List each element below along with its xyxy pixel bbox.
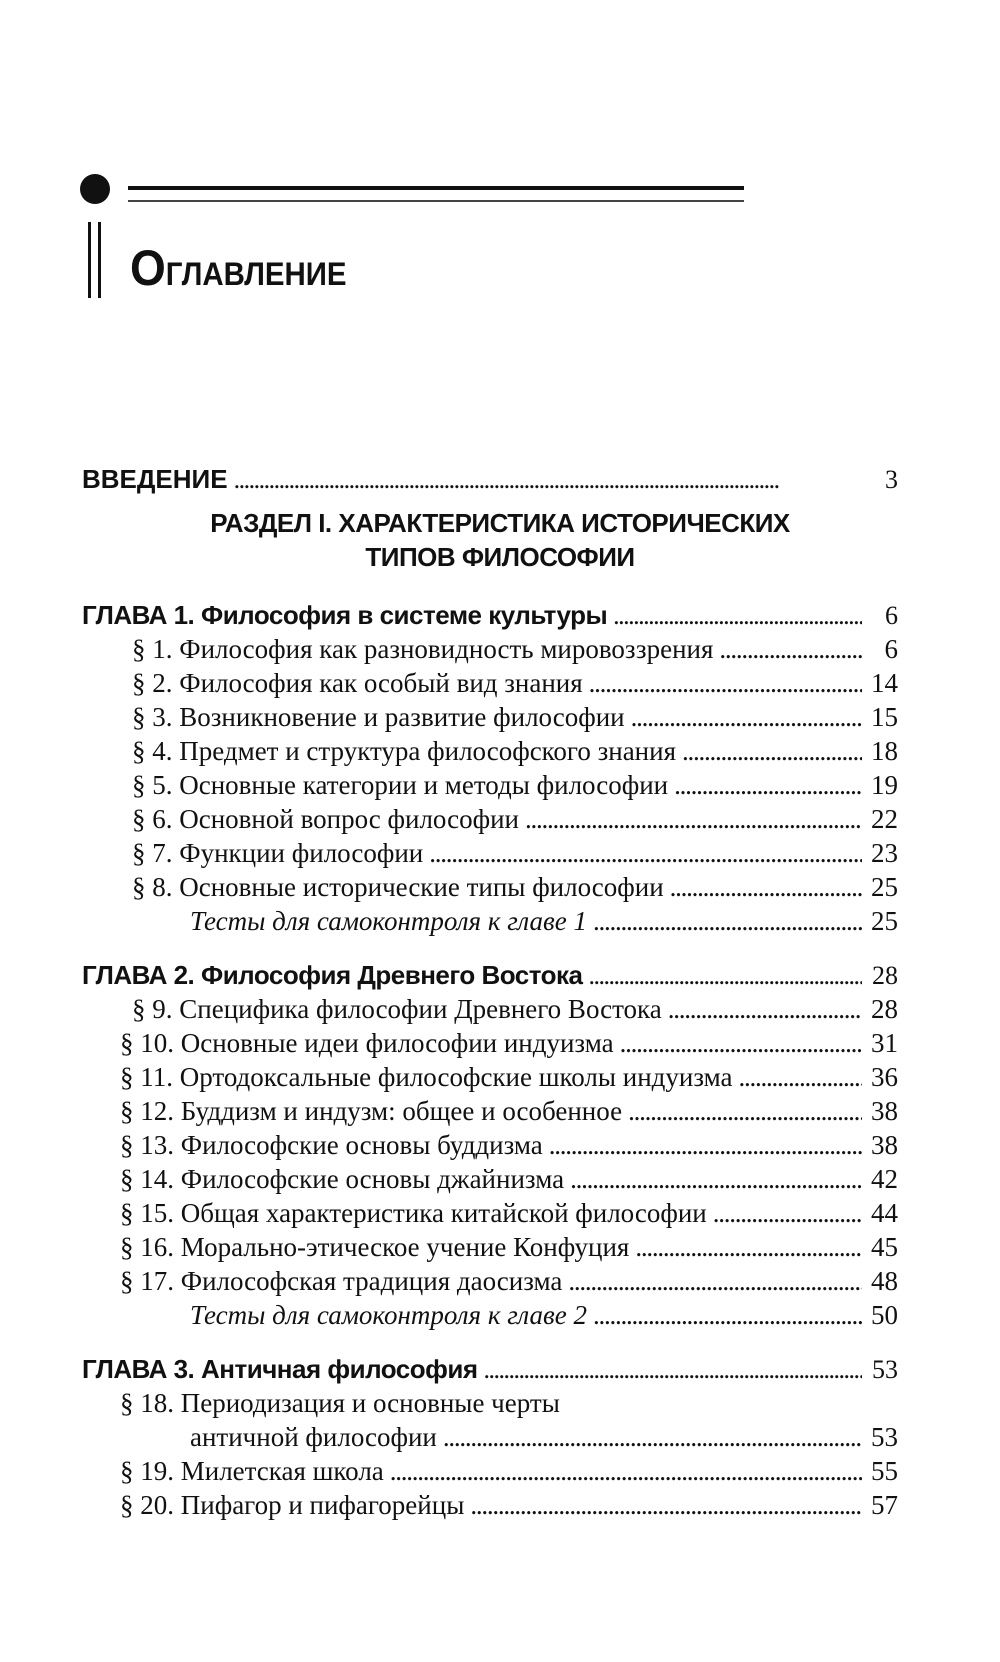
toc-chapter-2[interactable]: [82, 958, 898, 993]
toc-page-number: 25: [871, 906, 898, 936]
toc-item-title: Основные категории и методы философии: [179, 770, 669, 800]
toc-item-text: [132, 700, 625, 734]
toc-item[interactable]: [120, 1162, 898, 1196]
page-title: [130, 238, 347, 299]
bullet-dot-icon: [80, 174, 110, 204]
toc-item-number: § 18.: [120, 1388, 174, 1418]
toc-item-title: Философия как разновидность мировоззрения: [179, 634, 714, 664]
toc-item-number: § 14.: [120, 1164, 174, 1194]
toc-item-number: § 13.: [120, 1130, 174, 1160]
toc-item-title: Основные идеи философии индуизма: [180, 1028, 614, 1058]
toc-item[interactable]: [120, 1230, 898, 1264]
toc-chapter-label: ГЛАВА 1. Философия в системе культуры: [82, 600, 608, 630]
toc-intro-label: ВВЕДЕНИЕ: [82, 464, 228, 494]
toc-item-title: Морально-этическое учение Конфуция: [180, 1232, 630, 1262]
toc-page-number: 50: [871, 1300, 898, 1330]
toc-leader: [668, 992, 862, 1026]
toc-page-number: 23: [871, 838, 898, 868]
title-bar-left: [88, 222, 91, 298]
toc-page-number: 14: [871, 668, 898, 698]
toc-item-title: Общая характеристика китайской философии: [180, 1198, 707, 1228]
toc-item-text: [132, 666, 583, 700]
toc-item-title: Философия как особый вид знания: [179, 668, 583, 698]
toc-leader: [588, 959, 862, 993]
toc-item-title: Функции философии: [179, 838, 424, 868]
toc-item-text: [120, 1230, 629, 1264]
toc-page-number: 53: [871, 1422, 898, 1452]
toc-leader: [549, 1128, 862, 1162]
toc-item-text: [120, 1094, 622, 1128]
toc-item-text: [120, 1162, 564, 1196]
toc-leader: [613, 599, 862, 633]
toc-chapter-label: ГЛАВА 3. Античная философия: [82, 1354, 478, 1384]
toc-item-number: § 20.: [120, 1490, 174, 1520]
toc-page-number: 19: [871, 770, 898, 800]
toc-leader: [525, 802, 862, 836]
toc-item-text: [120, 1488, 464, 1522]
toc-item-title: Ортодоксальные философские школы индуизма: [179, 1062, 733, 1092]
page-title-rest: главление: [165, 243, 347, 295]
toc-item-title: Периодизация и основные черты: [180, 1388, 560, 1418]
toc-item-text: [132, 992, 662, 1026]
section-heading-line1: РАЗДЕЛ I. ХАРАКТЕРИСТИКА ИСТОРИЧЕСКИХ: [210, 508, 790, 538]
toc-item-text: [132, 768, 668, 802]
toc-leader: [670, 870, 862, 904]
toc-item-number: § 1.: [132, 634, 173, 664]
toc-item[interactable]: [132, 802, 898, 836]
toc-item-text: [120, 1454, 384, 1488]
toc-item-number: § 6.: [132, 804, 173, 834]
toc-item[interactable]: [132, 870, 898, 904]
toc-page-number: 15: [871, 702, 898, 732]
toc-item-title: Милетская школа: [180, 1456, 384, 1486]
toc-item-title: Пифагор и пифагорейцы: [180, 1490, 465, 1520]
toc-item[interactable]: [120, 1094, 898, 1128]
toc-item-text: [132, 632, 713, 666]
toc-page-number: 28: [871, 994, 898, 1024]
toc-item-number: § 12.: [120, 1096, 174, 1126]
toc-leader: [628, 1094, 862, 1128]
toc-page-number: 6: [884, 634, 898, 664]
toc-leader: [390, 1454, 862, 1488]
toc-item-number: § 4.: [132, 736, 173, 766]
toc-item-number: § 3.: [132, 702, 173, 732]
toc-item-text: [120, 1128, 543, 1162]
toc-page-number: 18: [871, 736, 898, 766]
toc-leader: [443, 1420, 862, 1454]
toc-item-text: [120, 1060, 733, 1094]
toc-item[interactable]: [132, 632, 898, 666]
toc-leader: [234, 463, 862, 497]
toc-item[interactable]: [120, 1128, 898, 1162]
toc-leader: [631, 700, 862, 734]
toc-item[interactable]: [132, 700, 898, 734]
toc-page-number: 38: [871, 1096, 898, 1126]
toc-item-continuation[interactable]: [190, 1420, 898, 1454]
toc-item-number: § 7.: [132, 838, 173, 868]
toc-item[interactable]: [132, 734, 898, 768]
toc-leader: [739, 1060, 862, 1094]
toc-tests-title: Тесты для самоконтроля к главе 2: [190, 1300, 587, 1330]
toc-item-text: [132, 836, 423, 870]
toc-leader: [713, 1196, 862, 1230]
toc-page-number: 48: [871, 1266, 898, 1296]
toc-item-title: Специфика философии Древнего Востока: [179, 994, 662, 1024]
toc-page-number: 38: [871, 1130, 898, 1160]
toc-page-number: 22: [871, 804, 898, 834]
toc-item[interactable]: [120, 1454, 898, 1488]
toc-tests-title: Тесты для самоконтроля к главе 1: [190, 906, 587, 936]
toc-leader: [470, 1488, 862, 1522]
toc-leader: [589, 666, 862, 700]
toc-page-number: 6: [885, 601, 898, 630]
toc-leader: [593, 1298, 862, 1332]
toc-tests-1[interactable]: [190, 904, 898, 938]
title-bar-right: [98, 222, 101, 298]
toc-item-text: [132, 802, 519, 836]
toc-page-number: 45: [871, 1232, 898, 1262]
toc-item[interactable]: [120, 1026, 898, 1060]
page-title-initial: О: [130, 240, 166, 296]
toc-item[interactable]: [120, 1060, 898, 1094]
toc-chapter-1[interactable]: [82, 598, 898, 633]
header-rule-thick: [128, 186, 744, 190]
toc-item[interactable]: [120, 1488, 898, 1522]
toc-leader: [719, 632, 862, 666]
toc-leader: [570, 1162, 862, 1196]
toc-leader: [429, 836, 862, 870]
toc-item-number: § 15.: [120, 1198, 174, 1228]
toc-leader: [682, 734, 862, 768]
toc-item-title: Философские основы джайнизма: [180, 1164, 565, 1194]
toc-item-number: § 5.: [132, 770, 173, 800]
toc-item-text: [132, 870, 664, 904]
toc-item-number: § 9.: [132, 994, 173, 1024]
toc-page-number: 36: [871, 1062, 898, 1092]
toc-leader: [593, 904, 862, 938]
toc-leader: [568, 1264, 862, 1298]
toc-page-number: 25: [871, 872, 898, 902]
toc-item[interactable]: [120, 1264, 898, 1298]
toc-chapter-3[interactable]: [82, 1352, 898, 1387]
section-heading-line2: ТИПОВ ФИЛОСОФИИ: [365, 542, 635, 572]
toc-item-text: [120, 1264, 562, 1298]
toc-item-number: § 16.: [120, 1232, 174, 1262]
toc-item-title-continued: античной философии: [190, 1422, 437, 1452]
toc-item-number: § 2.: [132, 668, 173, 698]
toc-item-title: Философские основы буддизма: [180, 1130, 543, 1160]
toc-item-text: [120, 1386, 560, 1420]
toc-item-text: [120, 1026, 614, 1060]
toc-page-number: 3: [885, 465, 898, 494]
toc-leader: [635, 1230, 862, 1264]
toc-item-title: Основной вопрос философии: [179, 804, 519, 834]
toc-leader: [620, 1026, 862, 1060]
toc-intro[interactable]: [82, 462, 898, 497]
toc-page-number: 31: [871, 1028, 898, 1058]
toc-item-title: Философская традиция даосизма: [180, 1266, 563, 1296]
toc-item[interactable]: [120, 1196, 898, 1230]
toc-item[interactable]: [132, 992, 898, 1026]
toc-item-title: Основные исторические типы философии: [179, 872, 664, 902]
toc-tests-2[interactable]: [190, 1298, 898, 1332]
toc-item[interactable]: [132, 768, 898, 802]
toc-item-number: § 19.: [120, 1456, 174, 1486]
toc-page-number: 55: [871, 1456, 898, 1486]
toc-item[interactable]: [132, 836, 898, 870]
toc-page-number: 57: [871, 1490, 898, 1520]
toc-item-text: [132, 734, 676, 768]
toc-item-title: Буддизм и индузм: общее и особенное: [180, 1096, 623, 1126]
toc-item-number: § 10.: [120, 1028, 174, 1058]
toc-item-title: Предмет и структура философского знания: [179, 736, 676, 766]
toc-page-number: 53: [872, 1355, 898, 1384]
toc-item-first-line[interactable]: [120, 1386, 898, 1420]
toc-item-title: Возникновение и развитие философии: [179, 702, 625, 732]
toc-page-number: 44: [871, 1198, 898, 1228]
toc-leader: [674, 768, 862, 802]
toc-item-number: § 17.: [120, 1266, 174, 1296]
toc-page-number: 42: [871, 1164, 898, 1194]
toc-leader: [484, 1353, 862, 1387]
toc-chapter-label: ГЛАВА 2. Философия Древнего Востока: [82, 960, 583, 990]
toc-item[interactable]: [132, 666, 898, 700]
toc-item-number: § 8.: [132, 872, 173, 902]
toc-item-number: § 11.: [120, 1062, 173, 1092]
toc-item-text: [120, 1196, 707, 1230]
toc-page-number: 28: [872, 961, 898, 990]
header-rule-thin: [128, 200, 744, 202]
